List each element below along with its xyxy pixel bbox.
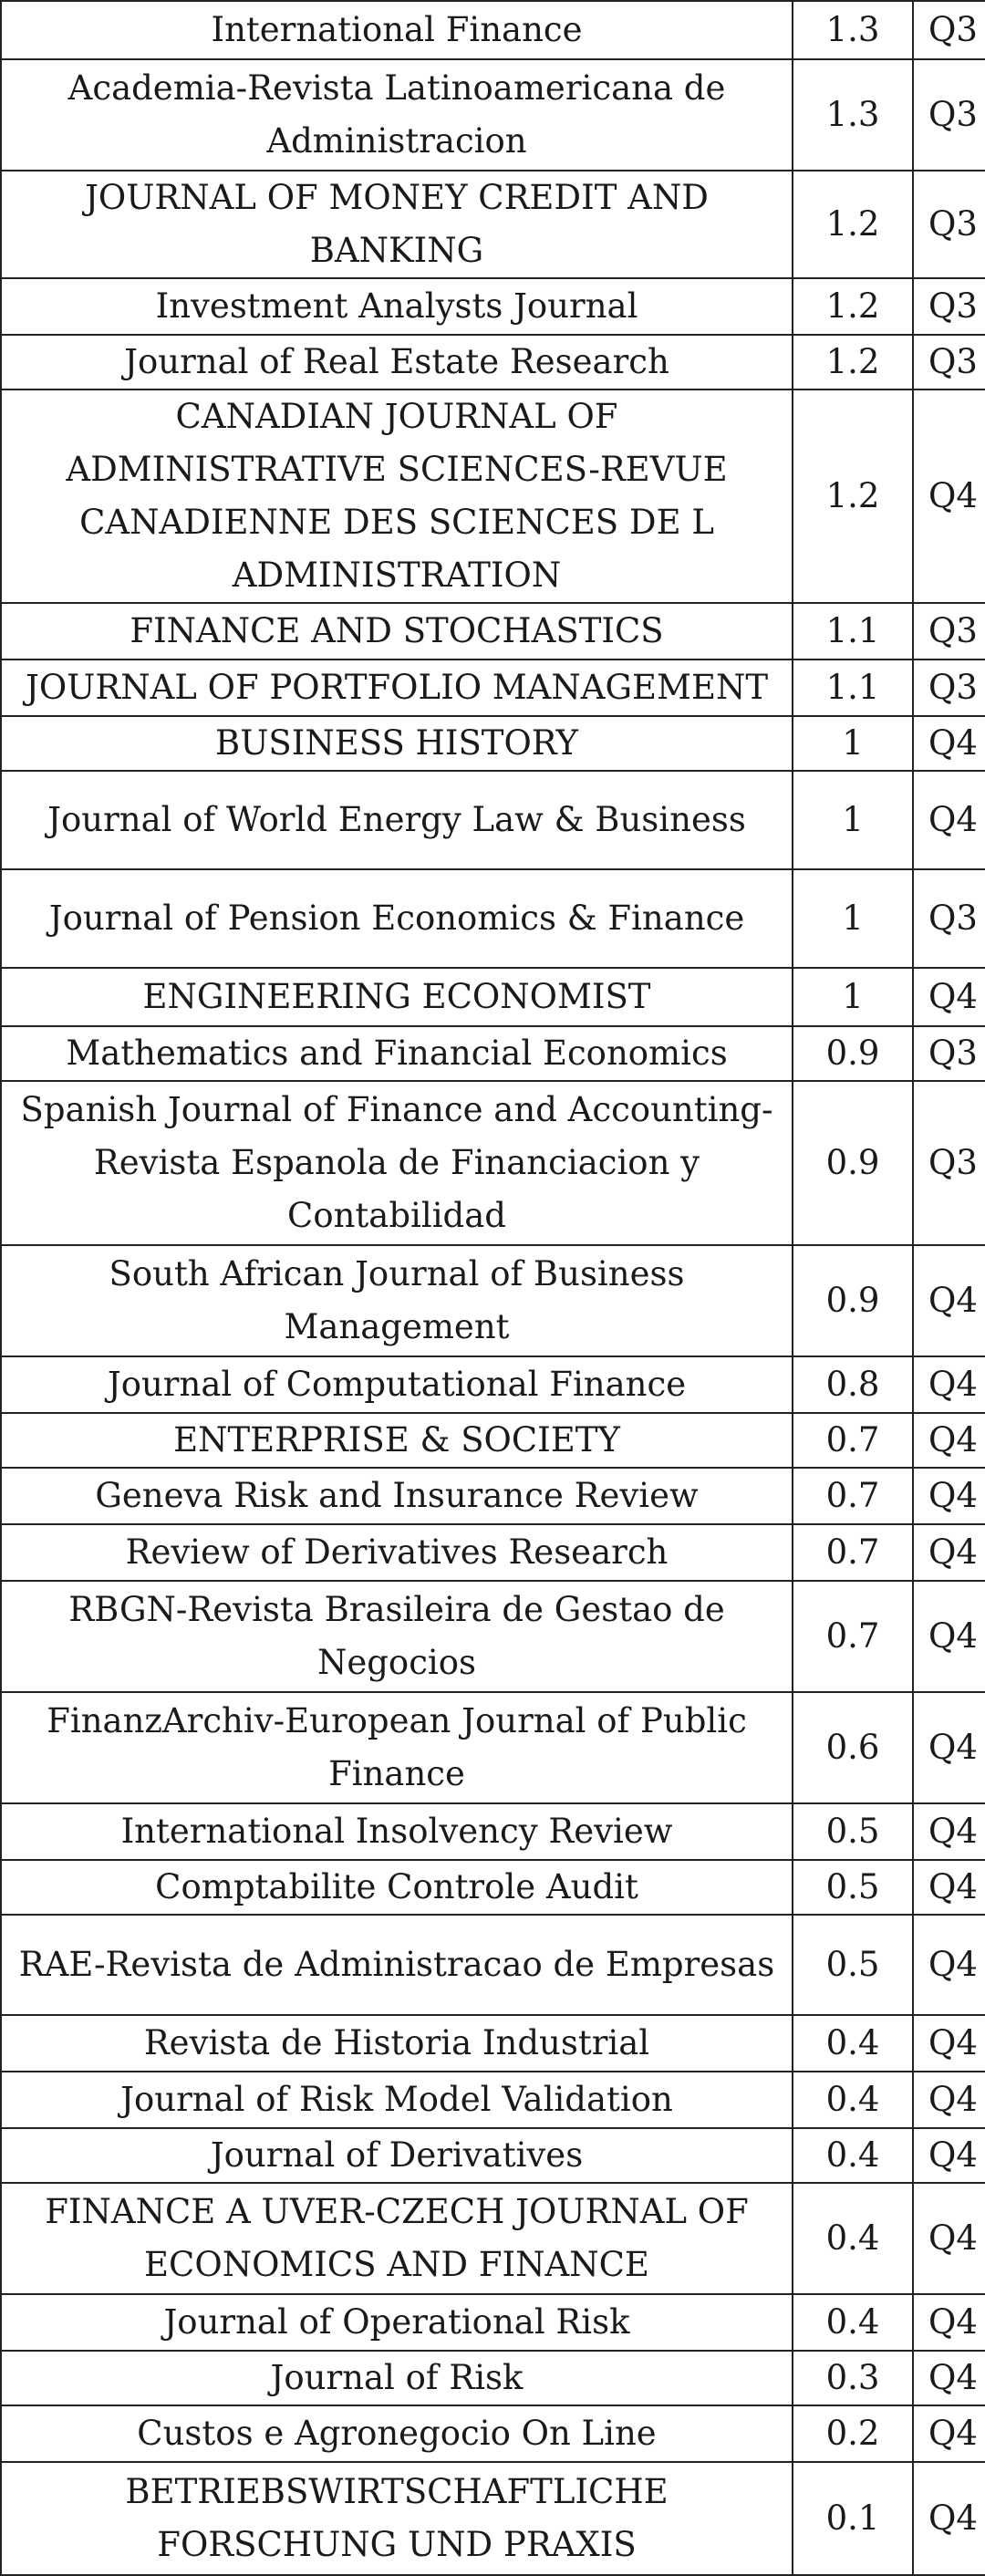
table-row [1,1860,985,1915]
quartile-cell: Q4 [913,1245,985,1356]
impact-factor-cell: 0.4 [793,2183,913,2294]
impact-factor-cell: 0.9 [793,1245,913,1356]
impact-factor-cell: 1.3 [793,59,913,171]
table-row [1,716,985,771]
journal-name-cell: FinanzArchiv-European Journal of Public Finance [1,1692,793,1803]
journal-name-cell: Journal of Pension Economics & Finance [1,869,793,968]
quartile-cell: Q4 [913,1581,985,1692]
table-row [1,1081,985,1245]
impact-factor-cell: 1 [793,716,913,771]
journal-name-cell: International Finance [1,1,793,59]
table-row [1,1915,985,2015]
table-row [1,1524,985,1581]
quartile-cell: Q4 [913,2183,985,2294]
impact-factor-cell: 1.3 [793,1,913,59]
impact-factor-cell: 0.5 [793,1860,913,1915]
journal-name-cell: FINANCE A UVER-CZECH JOURNAL OF ECONOMICS AND FINANCE [1,2183,793,2294]
journal-name-cell: ENTERPRISE & SOCIETY [1,1413,793,1468]
impact-factor-cell: 0.1 [793,2462,913,2575]
journal-name-cell: BETRIEBSWIRTSCHAFTLICHE FORSCHUNG UND PRAXIS [1,2462,793,2575]
journal-name-cell: South African Journal of Business Management [1,1245,793,1356]
impact-factor-cell: 0.7 [793,1581,913,1692]
table-row [1,2072,985,2128]
impact-factor-cell: 1.1 [793,603,913,660]
quartile-cell: Q4 [913,771,985,869]
journal-name-cell: Review of Derivatives Research [1,1524,793,1581]
quartile-cell: Q3 [913,335,985,390]
impact-factor-cell: 0.8 [793,1356,913,1413]
table-row [1,1245,985,1356]
quartile-cell: Q4 [913,716,985,771]
impact-factor-cell: 0.5 [793,1803,913,1860]
quartile-cell: Q4 [913,2294,985,2351]
quartile-cell: Q4 [913,2351,985,2405]
quartile-cell: Q4 [913,968,985,1026]
quartile-cell: Q4 [913,1524,985,1581]
quartile-cell: Q4 [913,1356,985,1413]
journal-name-cell: Journal of Operational Risk [1,2294,793,2351]
impact-factor-cell: 0.9 [793,1026,913,1081]
table-row [1,1468,985,1524]
impact-factor-cell: 0.4 [793,2294,913,2351]
journal-name-cell: Mathematics and Financial Economics [1,1026,793,1081]
table-row [1,1692,985,1803]
quartile-cell: Q4 [913,2405,985,2462]
journal-name-cell: Journal of Derivatives [1,2128,793,2183]
quartile-cell: Q4 [913,1915,985,2015]
quartile-cell: Q3 [913,660,985,716]
table-row [1,1581,985,1692]
impact-factor-cell: 1 [793,968,913,1026]
table-row [1,603,985,660]
journal-name-cell: Journal of Risk [1,2351,793,2405]
journal-name-cell: Investment Analysts Journal [1,278,793,335]
impact-factor-cell: 1 [793,771,913,869]
quartile-cell: Q3 [913,869,985,968]
journal-name-cell: Custos e Agronegocio On Line [1,2405,793,2462]
journal-name-cell: Journal of Computational Finance [1,1356,793,1413]
quartile-cell: Q4 [913,2072,985,2128]
impact-factor-cell: 0.3 [793,2351,913,2405]
table-row [1,390,985,603]
impact-factor-cell: 0.4 [793,2072,913,2128]
impact-factor-cell: 0.7 [793,1413,913,1468]
impact-factor-cell: 1.2 [793,278,913,335]
quartile-cell: Q4 [913,1692,985,1803]
table-row [1,660,985,716]
quartile-cell: Q4 [913,1468,985,1524]
quartile-cell: Q3 [913,1,985,59]
journal-name-cell: Geneva Risk and Insurance Review [1,1468,793,1524]
table-row [1,2183,985,2294]
table-row [1,2405,985,2462]
journal-name-cell: BUSINESS HISTORY [1,716,793,771]
quartile-cell: Q3 [913,603,985,660]
quartile-cell: Q4 [913,2015,985,2072]
journal-name-cell: Journal of Real Estate Research [1,335,793,390]
table-row [1,335,985,390]
table-row [1,1,985,59]
journal-name-cell: Journal of Risk Model Validation [1,2072,793,2128]
impact-factor-cell: 0.2 [793,2405,913,2462]
impact-factor-cell: 0.4 [793,2015,913,2072]
table-row [1,968,985,1026]
table-row [1,59,985,171]
impact-factor-cell: 0.4 [793,2128,913,2183]
quartile-cell: Q4 [913,1860,985,1915]
impact-factor-cell: 0.9 [793,1081,913,1245]
table-row [1,1413,985,1468]
journal-name-cell: International Insolvency Review [1,1803,793,1860]
table-row [1,171,985,278]
quartile-cell: Q4 [913,1803,985,1860]
quartile-cell: Q3 [913,1026,985,1081]
impact-factor-cell: 1.1 [793,660,913,716]
impact-factor-cell: 1.2 [793,335,913,390]
impact-factor-cell: 0.6 [793,1692,913,1803]
quartile-cell: Q3 [913,278,985,335]
quartile-cell: Q4 [913,1413,985,1468]
impact-factor-cell: 0.7 [793,1468,913,1524]
quartile-cell: Q3 [913,1081,985,1245]
table-row [1,2015,985,2072]
journal-name-cell: ENGINEERING ECONOMIST [1,968,793,1026]
journal-name-cell: FINANCE AND STOCHASTICS [1,603,793,660]
journal-name-cell: Spanish Journal of Finance and Accounting-Revista Espanola de Financiacion y Contabilidad [1,1081,793,1245]
table-row [1,2462,985,2575]
impact-factor-cell: 1 [793,869,913,968]
journal-name-cell: Journal of World Energy Law & Business [1,771,793,869]
impact-factor-cell: 1.2 [793,171,913,278]
journal-name-cell: CANADIAN JOURNAL OF ADMINISTRATIVE SCIENCES-REVUE CANADIENNE DES SCIENCES DE L ADMINISTRATION [1,390,793,603]
journal-name-cell: RAE-Revista de Administracao de Empresas [1,1915,793,2015]
table-row [1,869,985,968]
impact-factor-cell: 1.2 [793,390,913,603]
table-row [1,278,985,335]
journal-name-cell: JOURNAL OF MONEY CREDIT AND BANKING [1,171,793,278]
quartile-cell: Q4 [913,2462,985,2575]
quartile-cell: Q4 [913,390,985,603]
table-row [1,2294,985,2351]
journal-name-cell: Academia-Revista Latinoamericana de Administracion [1,59,793,171]
table-row [1,1356,985,1413]
table-row [1,1803,985,1860]
journal-name-cell: Revista de Historia Industrial [1,2015,793,2072]
table-row [1,2351,985,2405]
table-row [1,771,985,869]
impact-factor-cell: 0.7 [793,1524,913,1581]
table-row [1,1026,985,1081]
journal-name-cell: RBGN-Revista Brasileira de Gestao de Negocios [1,1581,793,1692]
quartile-cell: Q3 [913,59,985,171]
quartile-cell: Q3 [913,171,985,278]
journal-table-body [1,1,985,2575]
quartile-cell: Q4 [913,2128,985,2183]
impact-factor-cell: 0.5 [793,1915,913,2015]
journal-name-cell: JOURNAL OF PORTFOLIO MANAGEMENT [1,660,793,716]
table-row [1,2128,985,2183]
journal-name-cell: Comptabilite Controle Audit [1,1860,793,1915]
